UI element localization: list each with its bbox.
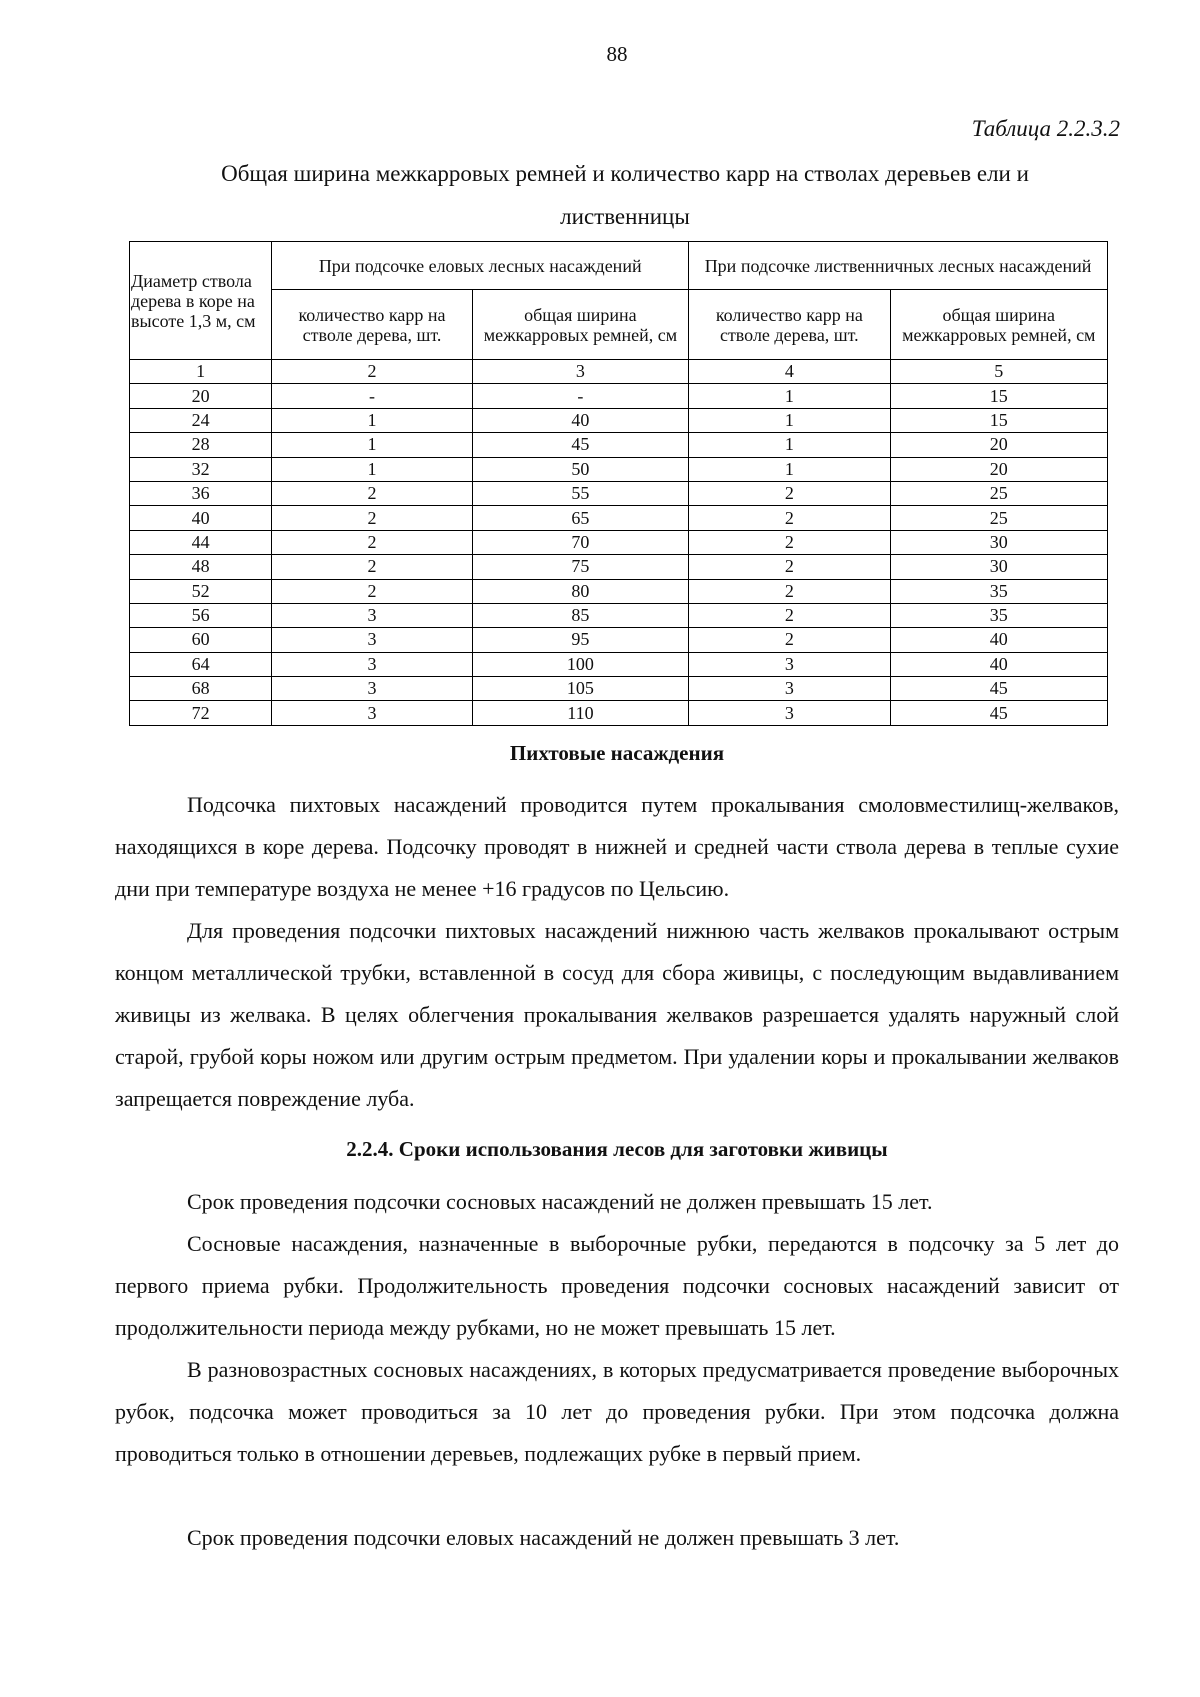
paragraph: Срок проведения подсочки еловых насаждений не должен превышать 3 лет. — [187, 1525, 900, 1550]
table-cell: 40 — [472, 408, 688, 432]
table-row — [130, 579, 1108, 603]
table-cell: 100 — [472, 652, 688, 676]
table-row — [130, 457, 1108, 481]
table-cell: 2 — [689, 628, 890, 652]
column-number: 4 — [689, 360, 890, 384]
table-row — [130, 677, 1108, 701]
table-cell: 3 — [272, 652, 472, 676]
table-cell: 20 — [890, 457, 1107, 481]
table-cell: 65 — [472, 506, 688, 530]
table-row — [130, 481, 1108, 505]
table-cell: 2 — [689, 555, 890, 579]
table-cell: 35 — [890, 603, 1107, 627]
table-cell: 15 — [890, 408, 1107, 432]
table-cell: 45 — [890, 677, 1107, 701]
table-cell: 2 — [689, 506, 890, 530]
table-cell: 3 — [272, 701, 472, 725]
table-cell: 52 — [130, 579, 272, 603]
table-cell: 55 — [472, 481, 688, 505]
table-cell: 64 — [130, 652, 272, 676]
column-number: 2 — [272, 360, 472, 384]
table-cell: 85 — [472, 603, 688, 627]
table-cell: 70 — [472, 530, 688, 554]
table-cell: 44 — [130, 530, 272, 554]
column-number: 5 — [890, 360, 1107, 384]
table-cell: 36 — [130, 481, 272, 505]
header-larch-width: общая ширина межкарровых ремней, см — [890, 290, 1107, 360]
table-cell: 105 — [472, 677, 688, 701]
table-cell: 95 — [472, 628, 688, 652]
table-cell: 1 — [689, 457, 890, 481]
table-cell: 3 — [272, 603, 472, 627]
table-row — [130, 530, 1108, 554]
table-cell: 24 — [130, 408, 272, 432]
table-cell: 48 — [130, 555, 272, 579]
table-row — [130, 628, 1108, 652]
table-row — [130, 603, 1108, 627]
table-cell: 68 — [130, 677, 272, 701]
table-cell: - — [272, 384, 472, 408]
table-cell: 1 — [689, 384, 890, 408]
table-cell: 2 — [272, 555, 472, 579]
table-row — [130, 652, 1108, 676]
table-cell: 25 — [890, 481, 1107, 505]
table-cell: 20 — [890, 433, 1107, 457]
table-cell: 45 — [472, 433, 688, 457]
table-cell: 72 — [130, 701, 272, 725]
table-cell: 75 — [472, 555, 688, 579]
table-body — [130, 360, 1108, 726]
paragraph: Подсочка пихтовых насаждений проводится путем прокалывания смоловместилищ-желваков, находящихся в коре дерева. Подсочку проводят в нижней и средней части ствола дерева в теплые сухие дни при температуре воздуха не менее +16 градусов по Цельсию. — [115, 792, 1119, 901]
table-cell: 1 — [272, 433, 472, 457]
table-cell: 40 — [890, 652, 1107, 676]
table-cell: 56 — [130, 603, 272, 627]
table-cell: 32 — [130, 457, 272, 481]
table-cell: 30 — [890, 530, 1107, 554]
column-number-row — [130, 360, 1108, 384]
table-cell: 40 — [890, 628, 1107, 652]
paragraph: Срок проведения подсочки сосновых насаждений не должен превышать 15 лет. — [187, 1189, 933, 1214]
paragraph: Сосновые насаждения, назначенные в выборочные рубки, передаются в подсочку за 5 лет до первого приема рубки. Продолжительность проведения подсочки сосновых насаждений зависит от продолжительности периода между рубками, но не может превышать 15 лет. — [115, 1231, 1119, 1340]
table-cell: 1 — [689, 433, 890, 457]
table-cell: 1 — [689, 408, 890, 432]
table-cell: 3 — [689, 677, 890, 701]
section-heading-224: 2.2.4. Сроки использования лесов для заготовки живицы — [346, 1137, 888, 1161]
header-group-larch: При подсочке лиственничных лесных насаждений — [689, 242, 1108, 290]
table-cell: 2 — [272, 506, 472, 530]
table-cell: 2 — [272, 481, 472, 505]
table-row — [130, 384, 1108, 408]
table-cell: 3 — [272, 628, 472, 652]
page-number: 88 — [606, 42, 628, 66]
table-cell: 30 — [890, 555, 1107, 579]
table-cell: 25 — [890, 506, 1107, 530]
table-cell: 2 — [689, 481, 890, 505]
table-cell: 2 — [272, 579, 472, 603]
table-cell: 15 — [890, 384, 1107, 408]
table-label: Таблица 2.2.3.2 — [971, 116, 1120, 141]
table-cell: 3 — [689, 701, 890, 725]
table-row — [130, 701, 1108, 725]
table-cell: 2 — [689, 603, 890, 627]
table-row — [130, 408, 1108, 432]
column-number: 3 — [472, 360, 688, 384]
table-cell: 60 — [130, 628, 272, 652]
header-group-spruce: При подсочке еловых лесных насаждений — [272, 242, 689, 290]
header-diameter: Диаметр ствола дерева в коре на высоте 1,3 м, см — [130, 242, 272, 360]
paragraph: Для проведения подсочки пихтовых насаждений нижнюю часть желваков прокалывают острым концом металлической трубки, вставленной в сосуд для сбора живицы, с последующим выдавливанием живицы из желвака. В целях облегчения прокалывания желваков разрешается удалять наружный слой старой, грубой коры ножом или другим острым предметом. При удалении коры и прокалывании желваков запрещается повреждение луба. — [115, 918, 1119, 1111]
table-cell: 35 — [890, 579, 1107, 603]
table-cell: 3 — [272, 677, 472, 701]
table-row — [130, 433, 1108, 457]
table-row — [130, 555, 1108, 579]
header-spruce-count: количество карр на стволе дерева, шт. — [272, 290, 472, 360]
table-caption: Общая ширина межкарровых ремней и количество карр на стволах деревьев ели и лиственницы — [221, 161, 1029, 229]
table-cell: - — [472, 384, 688, 408]
table-cell: 50 — [472, 457, 688, 481]
table-cell: 2 — [689, 530, 890, 554]
table-cell: 1 — [272, 457, 472, 481]
table-cell: 110 — [472, 701, 688, 725]
data-table — [129, 241, 1108, 726]
column-number: 1 — [130, 360, 272, 384]
paragraph: В разновозрастных сосновых насаждениях, в которых предусматривается проведение выборочных рубок, подсочка может проводиться за 10 лет до проведения рубки. При этом подсочка должна проводиться только в отношении деревьев, подлежащих рубке в первый прием. — [115, 1357, 1119, 1466]
header-larch-count: количество карр на стволе дерева, шт. — [689, 290, 890, 360]
table-cell: 3 — [689, 652, 890, 676]
table-cell: 40 — [130, 506, 272, 530]
table-cell: 28 — [130, 433, 272, 457]
table-cell: 45 — [890, 701, 1107, 725]
table-cell: 2 — [689, 579, 890, 603]
section-heading-fir: Пихтовые насаждения — [509, 741, 725, 765]
header-spruce-width: общая ширина межкарровых ремней, см — [472, 290, 688, 360]
table-cell: 2 — [272, 530, 472, 554]
table-cell: 1 — [272, 408, 472, 432]
table-cell: 80 — [472, 579, 688, 603]
table-cell: 20 — [130, 384, 272, 408]
table-row — [130, 506, 1108, 530]
